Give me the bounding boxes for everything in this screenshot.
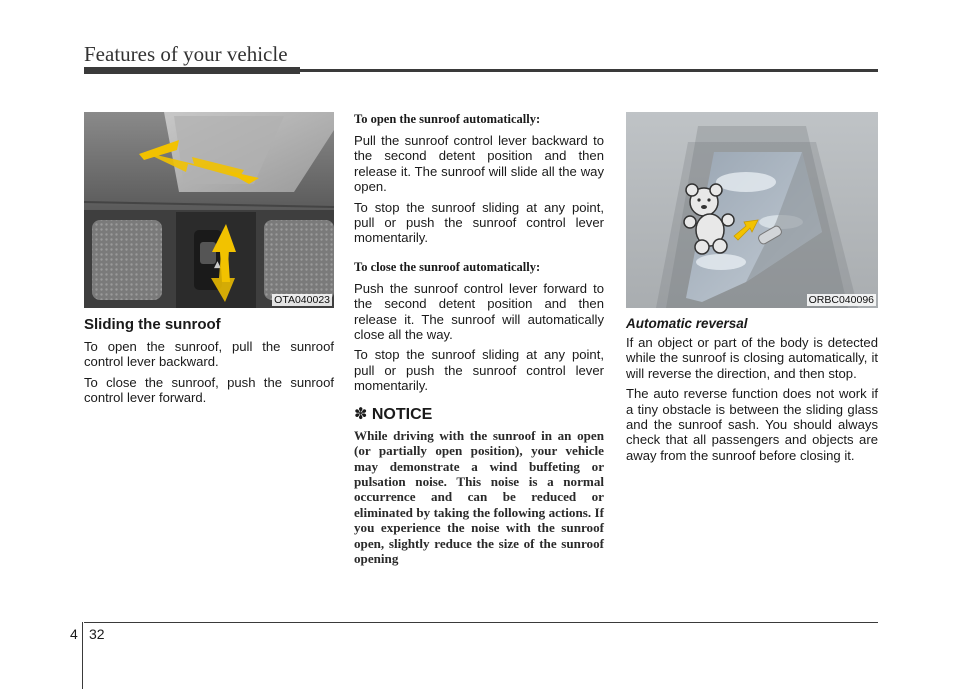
paragraph: If an object or part of the body is detected while the sunroof is closing automatically, it will reverse the direction, and then stop. [626,335,878,381]
page-header-title: Features of your vehicle [84,42,288,66]
paragraph: To open the sunroof, pull the sunroof control lever backward. [84,339,334,370]
subheading-open-auto: To open the sunroof automatically: [354,112,541,126]
footer-divider [82,622,83,689]
paragraph: Pull the sunroof control lever backward to the second detent position and then release it. The sunroof will slide all the way open. [354,133,604,195]
column-reversal [626,112,878,468]
paragraph: To stop the sunroof sliding at any point, pull or push the sunroof control lever momentarily. [354,199,604,246]
sunroof-lever-photo [84,112,334,308]
section-heading-reversal: Automatic reversal [626,316,748,331]
paragraph: To close the sunroof, push the sunroof control lever forward. [84,374,334,406]
svg-text:▲: ▲ [214,260,221,270]
paragraph: Push the sunroof control lever forward to the second detent position and then release it. The sunroof will automatically close all the way. [354,280,604,343]
footer-rule [84,622,878,623]
image-code: OTA040023 [274,294,330,306]
image-code: ORBC040096 [808,294,874,306]
section-heading-sliding: Sliding the sunroof [84,316,221,333]
paragraph: The auto reverse function does not work if a tiny obstacle is between the sliding glass and the sunroof sash. You should always check that all passengers and objects are away from the sunroof before closing it. [626,386,878,463]
subheading-close-auto: To close the sunroof automatically: [354,259,541,274]
sunroof-lever-illustration [84,112,334,308]
auto-reverse-photo [626,112,878,308]
chapter-number: 4 [70,626,78,642]
column-sliding [84,112,334,411]
notice-text: While driving with the sunroof in an open (or partially open position), your vehicle may demonstrate a wind buffeting or pulsation noise. This noise is a normal occurrence and can be reduced or eliminated by taking the following actions. If you experience the noise with the sunroof open, slightly reduce the size of the sunroof opening [354,427,604,566]
header-rule [300,69,878,72]
notice-label: ✽ NOTICE [354,405,433,423]
header-bar [84,67,300,74]
column-automatic [354,112,604,566]
page-number: 32 [89,626,105,642]
paragraph: To stop the sunroof sliding at any point, pull or push the sunroof control lever momentarily. [354,347,604,394]
auto-reverse-illustration [626,112,878,308]
